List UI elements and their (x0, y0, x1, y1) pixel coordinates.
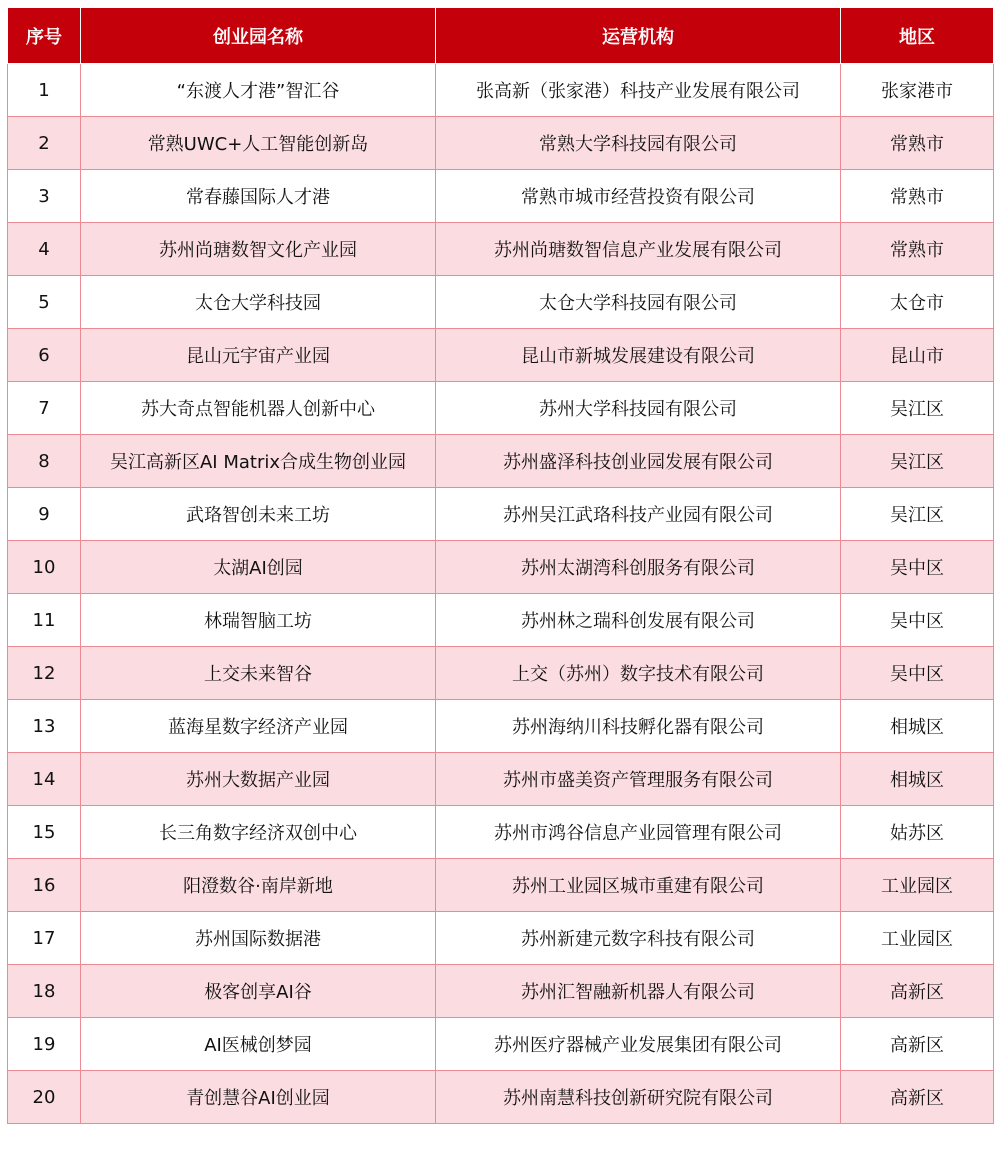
cell-no: 7 (8, 382, 81, 435)
cell-no: 12 (8, 647, 81, 700)
cell-no: 20 (8, 1071, 81, 1124)
table-row (8, 806, 994, 859)
cell-name: 青创慧谷AI创业园 (81, 1071, 436, 1124)
cell-name: 常春藤国际人才港 (81, 170, 436, 223)
cell-operator: 苏州大学科技园有限公司 (436, 382, 841, 435)
table-row (8, 276, 994, 329)
table-row (8, 329, 994, 382)
cell-name: AI医械创梦园 (81, 1018, 436, 1071)
cell-operator: 苏州市鸿谷信息产业园管理有限公司 (436, 806, 841, 859)
table-row (8, 700, 994, 753)
cell-name: “东渡人才港”智汇谷 (81, 64, 436, 117)
cell-region: 常熟市 (841, 117, 994, 170)
incubator-table-frame (7, 7, 993, 1144)
cell-no: 10 (8, 541, 81, 594)
cell-name: 长三角数字经济双创中心 (81, 806, 436, 859)
cell-region: 吴江区 (841, 488, 994, 541)
cell-name: 吴江高新区AI Matrix合成生物创业园 (81, 435, 436, 488)
table-row (8, 753, 994, 806)
cell-operator: 太仓大学科技园有限公司 (436, 276, 841, 329)
cell-region: 高新区 (841, 965, 994, 1018)
cell-name: 武珞智创未来工坊 (81, 488, 436, 541)
cell-name: 昆山元宇宙产业园 (81, 329, 436, 382)
header-operator: 运营机构 (436, 8, 841, 64)
cell-operator: 苏州汇智融新机器人有限公司 (436, 965, 841, 1018)
table-row (8, 435, 994, 488)
cell-region: 相城区 (841, 753, 994, 806)
cell-region: 工业园区 (841, 912, 994, 965)
cell-region: 高新区 (841, 1018, 994, 1071)
table-row (8, 170, 994, 223)
table-row (8, 594, 994, 647)
cell-operator: 苏州新建元数字科技有限公司 (436, 912, 841, 965)
cell-no: 14 (8, 753, 81, 806)
cell-region: 常熟市 (841, 223, 994, 276)
cell-name: 苏州国际数据港 (81, 912, 436, 965)
cell-region: 姑苏区 (841, 806, 994, 859)
cell-operator: 昆山市新城发展建设有限公司 (436, 329, 841, 382)
cell-no: 11 (8, 594, 81, 647)
table-header-row (8, 8, 994, 64)
cell-no: 17 (8, 912, 81, 965)
table-row (8, 912, 994, 965)
cell-no: 3 (8, 170, 81, 223)
cell-name: 林瑞智脑工坊 (81, 594, 436, 647)
cell-region: 高新区 (841, 1071, 994, 1124)
header-name: 创业园名称 (81, 8, 436, 64)
cell-region: 吴江区 (841, 382, 994, 435)
table-row (8, 859, 994, 912)
cell-no: 5 (8, 276, 81, 329)
table-row (8, 223, 994, 276)
cell-region: 太仓市 (841, 276, 994, 329)
cell-region: 相城区 (841, 700, 994, 753)
table-row (8, 64, 994, 117)
table-row (8, 1018, 994, 1071)
cell-no: 18 (8, 965, 81, 1018)
cell-name: 阳澄数谷·南岸新地 (81, 859, 436, 912)
cell-region: 张家港市 (841, 64, 994, 117)
cell-region: 昆山市 (841, 329, 994, 382)
cell-name: 苏大奇点智能机器人创新中心 (81, 382, 436, 435)
cell-region: 吴中区 (841, 647, 994, 700)
cell-name: 极客创享AI谷 (81, 965, 436, 1018)
header-no: 序号 (8, 8, 81, 64)
cell-name: 苏州尚瑭数智文化产业园 (81, 223, 436, 276)
cell-name: 太湖AI创园 (81, 541, 436, 594)
cell-name: 太仓大学科技园 (81, 276, 436, 329)
cell-operator: 苏州吴江武珞科技产业园有限公司 (436, 488, 841, 541)
cell-no: 1 (8, 64, 81, 117)
cell-operator: 常熟市城市经营投资有限公司 (436, 170, 841, 223)
cell-name: 常熟UWC+人工智能创新岛 (81, 117, 436, 170)
cell-name: 上交未来智谷 (81, 647, 436, 700)
table-row (8, 488, 994, 541)
cell-operator: 苏州海纳川科技孵化器有限公司 (436, 700, 841, 753)
cell-region: 吴中区 (841, 541, 994, 594)
cell-no: 13 (8, 700, 81, 753)
table-row (8, 647, 994, 700)
cell-no: 16 (8, 859, 81, 912)
table-row (8, 1071, 994, 1124)
cell-no: 15 (8, 806, 81, 859)
cell-operator: 苏州南慧科技创新研究院有限公司 (436, 1071, 841, 1124)
table-body (8, 64, 994, 1124)
cell-no: 19 (8, 1018, 81, 1071)
cell-operator: 苏州尚瑭数智信息产业发展有限公司 (436, 223, 841, 276)
cell-region: 吴江区 (841, 435, 994, 488)
cell-no: 4 (8, 223, 81, 276)
header-region: 地区 (841, 8, 994, 64)
incubator-table (7, 7, 994, 1124)
cell-region: 吴中区 (841, 594, 994, 647)
cell-name: 苏州大数据产业园 (81, 753, 436, 806)
cell-no: 6 (8, 329, 81, 382)
cell-operator: 苏州工业园区城市重建有限公司 (436, 859, 841, 912)
cell-no: 2 (8, 117, 81, 170)
table-row (8, 965, 994, 1018)
table-row (8, 382, 994, 435)
cell-no: 8 (8, 435, 81, 488)
cell-no: 9 (8, 488, 81, 541)
cell-operator: 张高新（张家港）科技产业发展有限公司 (436, 64, 841, 117)
table-row (8, 117, 994, 170)
cell-operator: 苏州太湖湾科创服务有限公司 (436, 541, 841, 594)
cell-region: 工业园区 (841, 859, 994, 912)
cell-operator: 苏州医疗器械产业发展集团有限公司 (436, 1018, 841, 1071)
cell-operator: 上交（苏州）数字技术有限公司 (436, 647, 841, 700)
cell-operator: 苏州林之瑞科创发展有限公司 (436, 594, 841, 647)
cell-operator: 常熟大学科技园有限公司 (436, 117, 841, 170)
cell-name: 蓝海星数字经济产业园 (81, 700, 436, 753)
cell-operator: 苏州市盛美资产管理服务有限公司 (436, 753, 841, 806)
cell-region: 常熟市 (841, 170, 994, 223)
table-row (8, 541, 994, 594)
cell-operator: 苏州盛泽科技创业园发展有限公司 (436, 435, 841, 488)
